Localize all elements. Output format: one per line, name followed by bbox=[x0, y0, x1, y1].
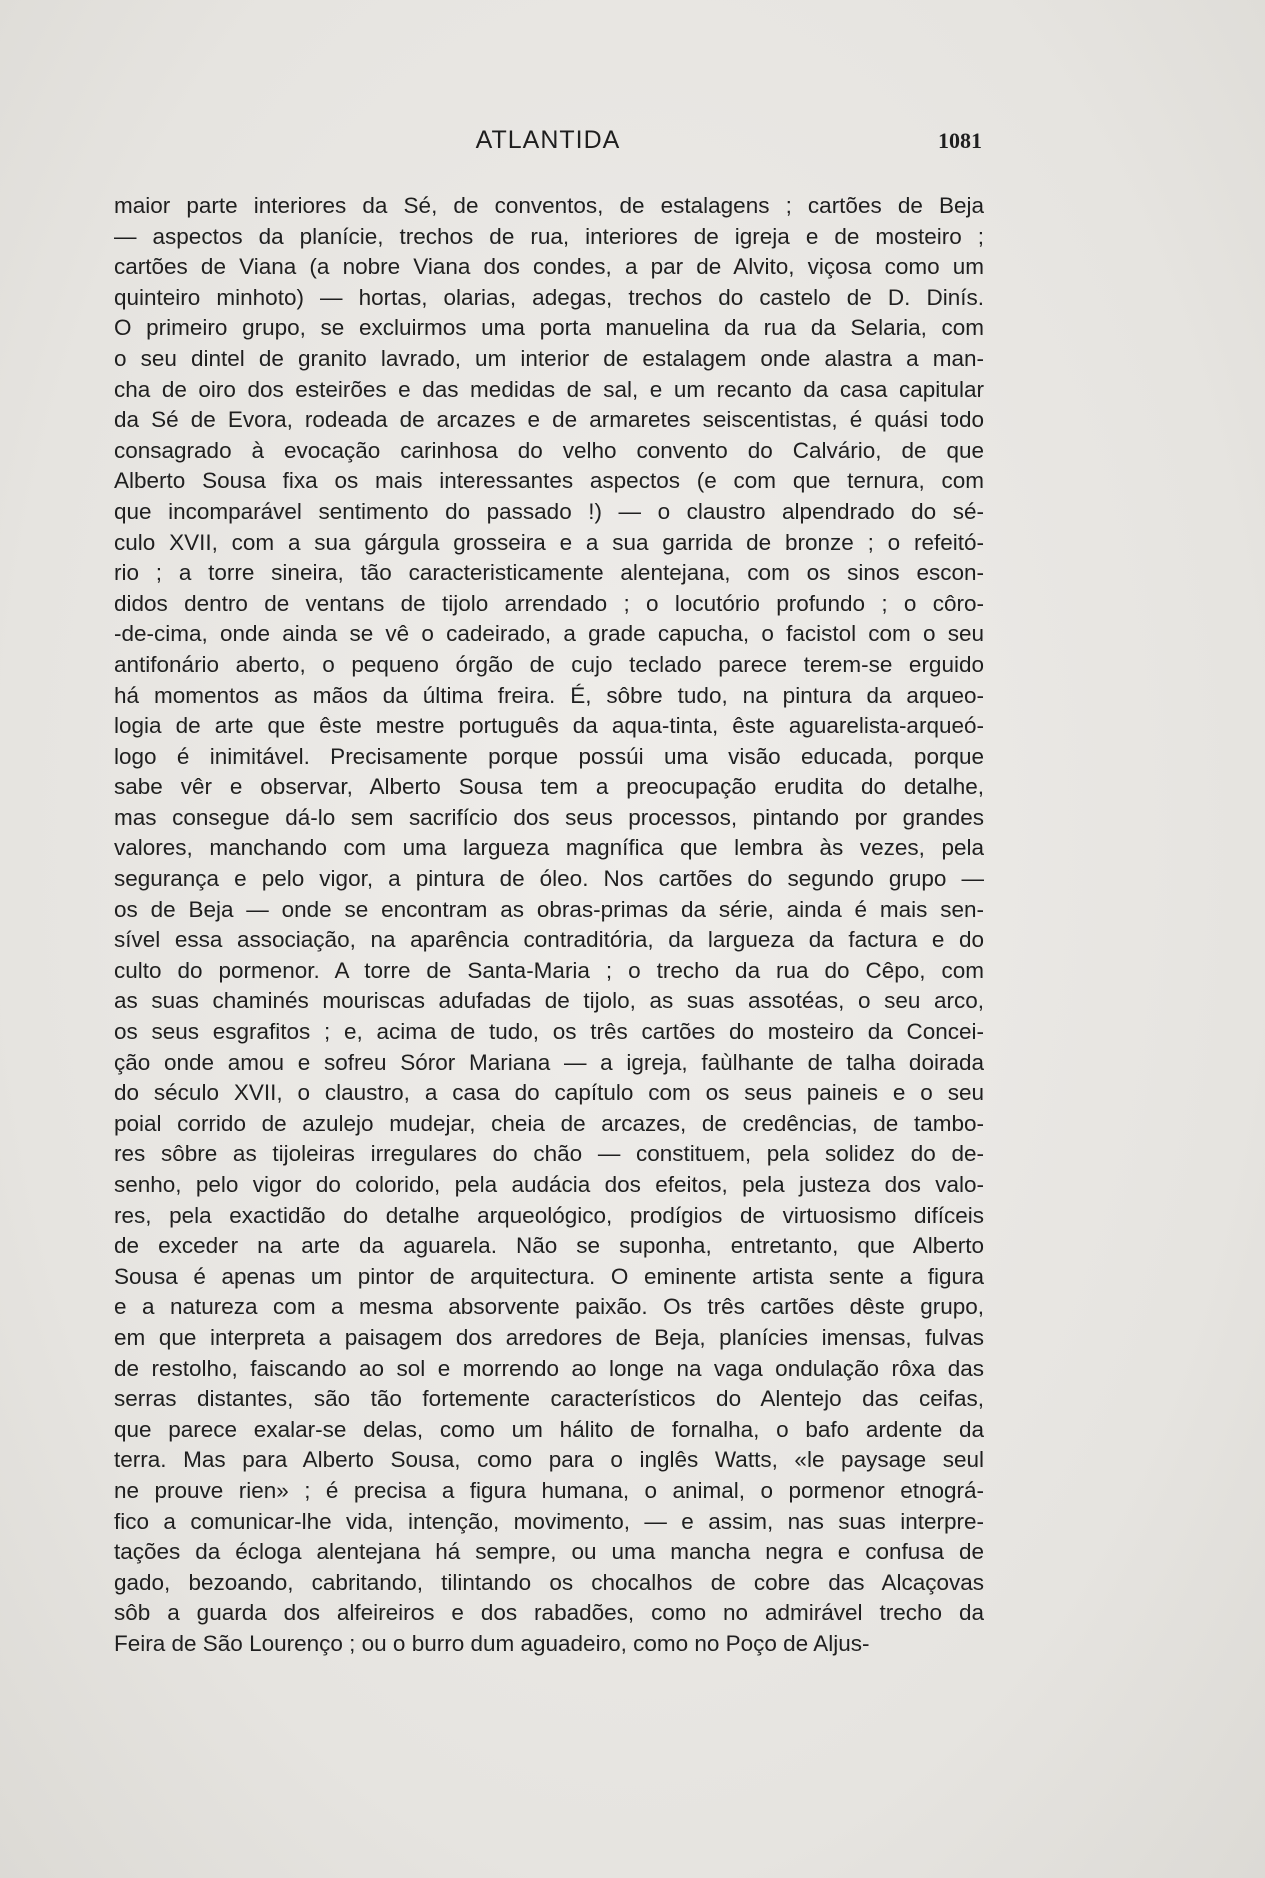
text-line: de restolho, faiscando ao sol e morrendo ao longe na vaga ondulação rôxa das bbox=[114, 1355, 984, 1381]
text-line: res, pela exactidão do detalhe arqueológico, prodígios de virtuosismo difíceis bbox=[114, 1202, 984, 1228]
text-line: segurança e pelo vigor, a pintura de óleo. Nos cartões do segundo grupo — bbox=[114, 866, 984, 892]
text-line: Alberto Sousa fixa os mais interessantes aspectos (e com que ternura, com bbox=[114, 468, 984, 494]
text-line: os de Beja — onde se encontram as obras-primas da série, ainda é mais sen- bbox=[114, 896, 984, 922]
text-line: terra. Mas para Alberto Sousa, como para o inglês Watts, «le paysage seul bbox=[114, 1447, 984, 1473]
text-line: didos dentro de ventans de tijolo arrendado ; o locutório profundo ; o côro- bbox=[114, 590, 984, 616]
text-line: há momentos as mãos da última freira. É, sôbre tudo, na pintura da arqueo- bbox=[114, 682, 984, 708]
text-line: valores, manchando com uma largueza magnífica que lembra às vezes, pela bbox=[114, 835, 984, 861]
text-line: Sousa é apenas um pintor de arquitectura. O eminente artista sente a figura bbox=[114, 1263, 984, 1289]
text-line: -de-cima, onde ainda se vê o cadeirado, a grade capucha, o facistol com o seu bbox=[114, 621, 984, 647]
text-line: e a natureza com a mesma absorvente paixão. Os três cartões dêste grupo, bbox=[114, 1294, 984, 1320]
text-line: culto do pormenor. A torre de Santa-Maria ; o trecho da rua do Cêpo, com bbox=[114, 957, 984, 983]
text-line: serras distantes, são tão fortemente característicos do Alentejo das ceifas, bbox=[114, 1386, 984, 1412]
page-number: 1081 bbox=[938, 128, 982, 153]
text-line: cha de oiro dos esteirões e das medidas de sal, e um recanto da casa capitular bbox=[114, 376, 984, 402]
text-line: quinteiro minhoto) — hortas, olarias, adegas, trechos do castelo de D. Dinís. bbox=[114, 284, 984, 310]
text-line: logo é inimitável. Precisamente porque possúi uma visão educada, porque bbox=[114, 743, 984, 769]
body-paragraph bbox=[114, 191, 984, 1660]
text-line: o seu dintel de granito lavrado, um interior de estalagem onde alastra a man- bbox=[114, 345, 984, 371]
text-line: antifonário aberto, o pequeno órgão de cujo teclado parece terem-se erguido bbox=[114, 651, 984, 677]
text-line: poial corrido de azulejo mudejar, cheia de arcazes, de credências, de tambo- bbox=[114, 1110, 984, 1136]
text-line: mas consegue dá-lo sem sacrifício dos seus processos, pintando por grandes bbox=[114, 804, 984, 830]
text-line: logia de arte que êste mestre português da aqua-tinta, êste aguarelista-arqueó- bbox=[114, 713, 984, 739]
text-line: da Sé de Evora, rodeada de arcazes e de armaretes seiscentistas, é quási todo bbox=[114, 407, 984, 433]
text-line: os seus esgrafitos ; e, acima de tudo, os três cartões do mosteiro da Concei- bbox=[114, 1019, 984, 1045]
text-line: sabe vêr e observar, Alberto Sousa tem a preocupação erudita do detalhe, bbox=[114, 774, 984, 800]
text-line: que parece exalar-se delas, como um hálito de fornalha, o bafo ardente da bbox=[114, 1416, 984, 1442]
text-line: O primeiro grupo, se excluirmos uma porta manuelina da rua da Selaria, com bbox=[114, 315, 984, 341]
text-line: fico a comunicar-lhe vida, intenção, movimento, — e assim, nas suas interpre- bbox=[114, 1508, 984, 1534]
text-line: culo XVII, com a sua gárgula grosseira e a sua garrida de bronze ; o refeitó- bbox=[114, 529, 984, 555]
text-line: rio ; a torre sineira, tão caracteristicamente alentejana, com os sinos escon- bbox=[114, 560, 984, 586]
text-line: as suas chaminés mouriscas adufadas de tijolo, as suas assotéas, o seu arco, bbox=[114, 988, 984, 1014]
text-line: res sôbre as tijoleiras irregulares do chão — constituem, pela solidez do de- bbox=[114, 1141, 984, 1167]
text-line: sôb a guarda dos alfeireiros e dos rabadões, como no admirável trecho da bbox=[114, 1600, 984, 1626]
text-line: gado, bezoando, cabritando, tilintando os chocalhos de cobre das Alcaçovas bbox=[114, 1569, 984, 1595]
text-line: sível essa associação, na aparência contraditória, da largueza da factura e do bbox=[114, 927, 984, 953]
text-line: Feira de São Lourenço ; ou o burro dum aguadeiro, como no Poço de Aljus- bbox=[114, 1630, 870, 1656]
page-header bbox=[114, 126, 982, 158]
text-line: do século XVII, o claustro, a casa do capítulo com os seus paineis e o seu bbox=[114, 1080, 984, 1106]
text-line: em que interpreta a paisagem dos arredores de Beja, planícies imensas, fulvas bbox=[114, 1324, 984, 1350]
text-line: tações da écloga alentejana há sempre, ou uma mancha negra e confusa de bbox=[114, 1539, 984, 1565]
text-line: consagrado à evocação carinhosa do velho convento do Calvário, de que bbox=[114, 437, 984, 463]
text-line: de exceder na arte da aguarela. Não se suponha, entretanto, que Alberto bbox=[114, 1233, 984, 1259]
text-line: ne prouve rien» ; é precisa a figura humana, o animal, o pormenor etnográ- bbox=[114, 1477, 984, 1503]
text-line: — aspectos da planície, trechos de rua, interiores de igreja e de mosteiro ; bbox=[114, 223, 984, 249]
text-line: cartões de Viana (a nobre Viana dos condes, a par de Alvito, viçosa como um bbox=[114, 254, 984, 280]
text-line: que incomparável sentimento do passado !) — o claustro alpendrado do sé- bbox=[114, 498, 984, 524]
running-title: ATLANTIDA bbox=[475, 126, 621, 154]
text-line: senho, pelo vigor do colorido, pela audácia dos efeitos, pela justeza dos valo- bbox=[114, 1172, 984, 1197]
text-line: maior parte interiores da Sé, de conventos, de estalagens ; cartões de Beja bbox=[114, 193, 984, 218]
text-line: ção onde amou e sofreu Sóror Mariana — a igreja, faùlhante de talha doirada bbox=[114, 1049, 984, 1075]
